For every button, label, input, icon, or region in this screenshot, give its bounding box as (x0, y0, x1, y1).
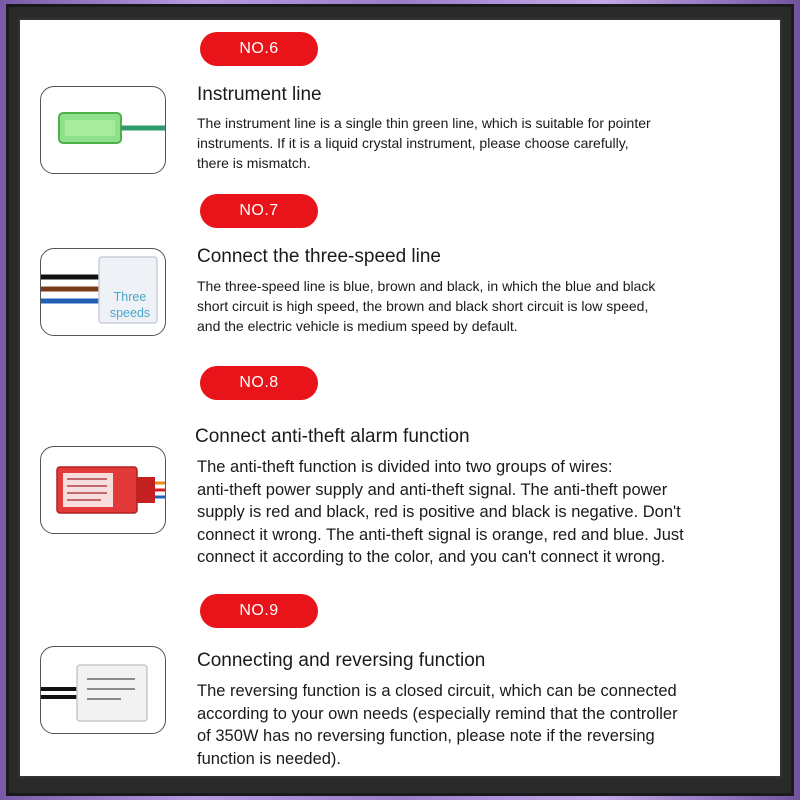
desc-line: The reversing function is a closed circuit, which can be connected (197, 682, 677, 700)
desc-line: The three-speed line is blue, brown and black, in which the blue and black (197, 278, 656, 294)
desc-line: according to your own needs (especially remind that the controller (197, 704, 678, 723)
desc-line: function is needed). (197, 749, 342, 768)
desc-line: connect it according to the color, and you can't connect it wrong. (197, 548, 666, 566)
anti-theft-connector-icon (41, 447, 166, 534)
desc-line: instruments. If it is a liquid crystal instrument, please choose carefully, (197, 135, 629, 151)
desc-line: supply is red and black, red is positive and black is negative. Don't (197, 503, 681, 521)
desc-line: anti-theft power supply and anti-theft signal. The anti-theft power (197, 480, 668, 499)
desc-instrument-line (197, 113, 651, 173)
badge-no7: NO.7 (200, 194, 318, 228)
instrument-line-image (40, 86, 166, 174)
reversing-connector-icon (41, 647, 166, 734)
thumb-label-three: Three (113, 290, 147, 304)
title-reversing: Connecting and reversing function (197, 650, 486, 671)
desc-line: and the electric vehicle is medium speed by default. (197, 318, 518, 334)
instrument-line-icon (41, 87, 166, 174)
desc-line: The anti-theft function is divided into two groups of wires: (197, 458, 613, 476)
reversing-image (40, 646, 166, 734)
badge-no6: NO.6 (200, 32, 318, 66)
badge-no9: NO.9 (200, 594, 318, 628)
three-speed-line-image (40, 248, 166, 336)
desc-line: of 350W has no reversing function, please note if the reversing (197, 727, 655, 745)
anti-theft-image (40, 446, 166, 534)
thumb-label-speeds: speeds (109, 306, 151, 320)
title-three-speed-line: Connect the three-speed line (197, 246, 441, 267)
desc-three-speed-line (197, 276, 655, 336)
badge-no8: NO.8 (200, 366, 318, 400)
desc-reversing (197, 680, 678, 770)
desc-anti-theft (197, 456, 684, 569)
content-sheet (18, 18, 782, 778)
desc-line: The instrument line is a single thin green line, which is suitable for pointer (197, 115, 651, 131)
desc-line: short circuit is high speed, the brown and black short circuit is low speed, (197, 298, 649, 314)
desc-line: there is mismatch. (197, 155, 311, 171)
desc-line: connect it wrong. The anti-theft signal is orange, red and blue. Just (197, 525, 684, 544)
title-anti-theft: Connect anti-theft alarm function (195, 426, 470, 447)
title-instrument-line: Instrument line (197, 84, 322, 105)
